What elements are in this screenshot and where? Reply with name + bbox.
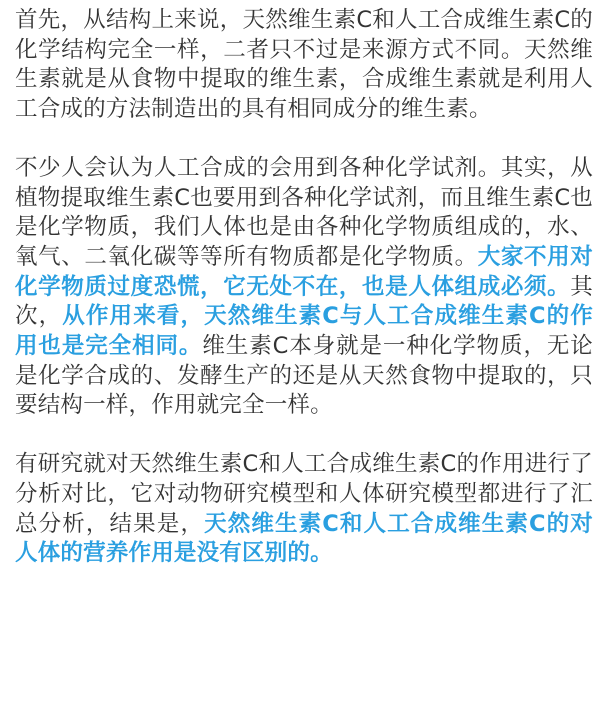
highlighted-text: 从作用来看，天然维生素C与人工合成维生素C的作用也是完全相同。 (15, 303, 593, 360)
highlighted-text: 大家不用对化学物质过度恐慌，它无处不在，也是人体组成必须。 (15, 243, 593, 300)
text-segment: 维生素C本身就是一种化学物质，无论是化学合成的、发酵生产的还是从天然食物中提取的，只要结构一样，作用就完全一样。 (15, 333, 593, 419)
paragraph-chemicals (15, 154, 593, 421)
text-segment: 其次， (15, 273, 593, 330)
highlighted-text: 天然维生素C和人工合成维生素C的对人体的营养作用是没有区别的。 (15, 510, 593, 567)
text-segment: 不少人会认为人工合成的会用到各种化学试剂。其实，从植物提取维生素C也要用到各种化学试剂，而且维生素C也是化学物质，我们人体也是由各种化学物质组成的，水、氧气、二氧化碳等等所有物质都是化学物质。 (15, 154, 593, 270)
paragraph-research (15, 450, 593, 569)
text-segment: 首先，从结构上来说，天然维生素C和人工合成维生素C的化学结构完全一样，二者只不过是来源方式不同。天然维生素就是从食物中提取的维生素，合成维生素就是利用人工合成的方法制造出的具有相同成分的维生素。 (15, 7, 593, 123)
article-body (15, 6, 593, 598)
paragraph-structure (15, 6, 593, 125)
text-segment: 有研究就对天然维生素C和人工合成维生素C的作用进行了分析对比，它对动物研究模型和人体研究模型都进行了汇总分析，结果是， (15, 451, 593, 537)
